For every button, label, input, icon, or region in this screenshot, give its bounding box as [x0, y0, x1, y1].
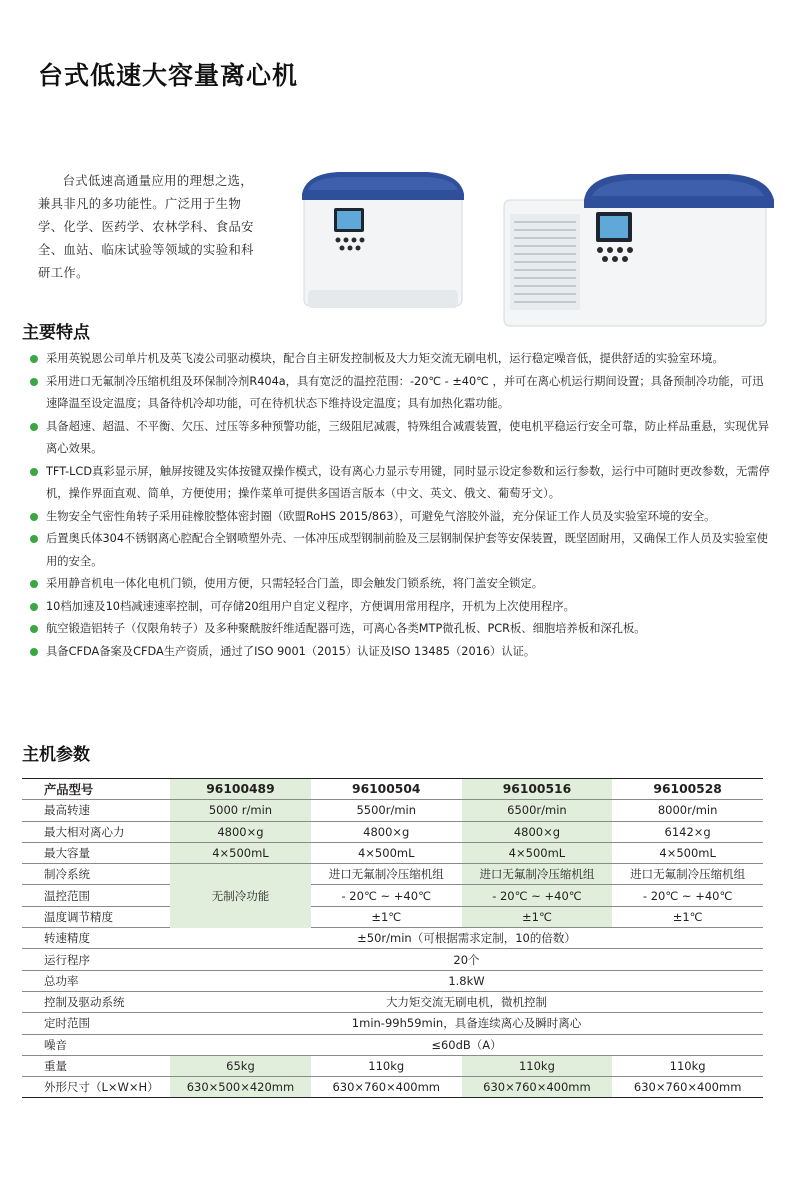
table-cell: 96100504	[311, 779, 462, 800]
table-cell: 4×500mL	[170, 842, 311, 863]
specs-table	[22, 778, 763, 1098]
bullet-icon	[30, 648, 38, 656]
centrifuge-large-image	[504, 174, 774, 326]
table-cell: 1.8kW	[170, 970, 763, 991]
table-cell: 96100516	[462, 779, 613, 800]
table-row	[22, 991, 763, 1012]
table-cell: 96100489	[170, 779, 311, 800]
table-cell: 6500r/min	[462, 800, 613, 821]
bullet-icon	[30, 580, 38, 588]
table-row	[22, 1013, 763, 1034]
table-cell: ±1℃	[462, 906, 613, 927]
centrifuge-small-image	[302, 172, 464, 308]
bullet-icon	[30, 378, 38, 386]
table-cell: 重量	[22, 1055, 170, 1076]
table-cell: 转速精度	[22, 928, 170, 949]
table-cell: 控制及驱动系统	[22, 991, 170, 1012]
table-cell: 进口无氟制冷压缩机组	[462, 864, 613, 885]
table-cell: ±1℃	[612, 906, 763, 927]
table-cell: 630×500×420mm	[170, 1077, 311, 1098]
table-cell: 5000 r/min	[170, 800, 311, 821]
table-cell: 630×760×400mm	[612, 1077, 763, 1098]
table-row	[22, 821, 763, 842]
bullet-icon	[30, 603, 38, 611]
specs-title: 主机参数	[22, 745, 90, 765]
table-cell: 进口无氟制冷压缩机组	[612, 864, 763, 885]
table-row	[22, 885, 763, 906]
table-cell: 1min-99h59min，具备连续离心及瞬时离心	[170, 1013, 763, 1034]
table-cell: 无制冷功能	[170, 864, 311, 928]
table-row	[22, 800, 763, 821]
table-row	[22, 928, 763, 949]
table-cell: 6142×g	[612, 821, 763, 842]
table-cell: 制冷系统	[22, 864, 170, 885]
table-cell: 4800×g	[311, 821, 462, 842]
table-row	[22, 1034, 763, 1055]
table-row	[22, 864, 763, 885]
table-cell: 定时范围	[22, 1013, 170, 1034]
feature-item: TFT-LCD真彩显示屏，触屏按键及实体按键双操作模式，设有离心力显示专用键，同时显示设定参数和运行参数，运行中可随时更改参数，无需停机，操作界面直观、简单，方便使用；操作菜单可提供多国语言版本（中文、英文、俄文、葡萄牙文）。	[30, 461, 770, 506]
bullet-icon	[30, 423, 38, 431]
table-cell: 最高转速	[22, 800, 170, 821]
feature-item: 生物安全气密性角转子采用硅橡胶整体密封圈（欧盟RoHS 2015/863），可避免气溶胶外溢，充分保证工作人员及实验室环境的安全。	[30, 506, 770, 529]
table-row	[22, 970, 763, 991]
table-cell: 最大相对离心力	[22, 821, 170, 842]
bullet-icon	[30, 355, 38, 363]
feature-item: 航空锻造铝转子（仅限角转子）及多种聚酰胺纤维适配器可选，可离心各类MTP微孔板、PCR板、细胞培养板和深孔板。	[30, 618, 770, 641]
feature-item: 采用英锐恩公司单片机及英飞凌公司驱动模块，配合自主研发控制板及大力矩交流无刷电机，运行稳定噪音低，提供舒适的实验室环境。	[30, 348, 770, 371]
bullet-icon	[30, 468, 38, 476]
table-cell: 运行程序	[22, 949, 170, 970]
table-cell: 110kg	[462, 1055, 613, 1076]
page-title: 台式低速大容量离心机	[38, 61, 299, 90]
table-cell: 4×500mL	[612, 842, 763, 863]
table-cell: 65kg	[170, 1055, 311, 1076]
bullet-icon	[30, 625, 38, 633]
table-row	[22, 842, 763, 863]
table-cell: ≤60dB（A）	[170, 1034, 763, 1055]
table-row	[22, 1055, 763, 1076]
table-cell: 4800×g	[170, 821, 311, 842]
product-image	[298, 160, 778, 340]
table-cell: 4×500mL	[462, 842, 613, 863]
bullet-icon	[30, 513, 38, 521]
table-row	[22, 1077, 763, 1098]
table-cell: - 20℃ ~ +40℃	[311, 885, 462, 906]
table-row	[22, 906, 763, 927]
feature-item: 采用进口无氟制冷压缩机组及环保制冷剂R404a，具有宽泛的温控范围：-20℃ - ±40℃ ，并可在离心机运行期间设置；具备预制冷功能，可迅速降温至设定温度；具备待机冷却功能，可在待机状态下维持设定温度；具有加热化霜功能。	[30, 371, 770, 416]
table-cell: 温控范围	[22, 885, 170, 906]
table-cell: 总功率	[22, 970, 170, 991]
intro-paragraph: 台式低速高通量应用的理想之选，兼具非凡的多功能性。广泛用于生物学、化学、医药学、农林学科、食品安全、血站、临床试验等领域的实验和科研工作。	[38, 174, 254, 280]
table-cell: 温度调节精度	[22, 906, 170, 927]
features-list	[30, 348, 770, 663]
bullet-icon	[30, 535, 38, 543]
feature-item: 具备CFDA备案及CFDA生产资质，通过了ISO 9001（2015）认证及ISO 13485（2016）认证。	[30, 641, 770, 664]
table-row	[22, 949, 763, 970]
table-cell: 110kg	[612, 1055, 763, 1076]
feature-item: 后置奥氏体304不锈钢离心腔配合全钢喷塑外壳、一体冲压成型钢制前脸及三层钢制保护套等安保装置，既坚固耐用，又确保工作人员及实验室使用的安全。	[30, 528, 770, 573]
table-cell: 大力矩交流无刷电机，微机控制	[170, 991, 763, 1012]
feature-item: 采用静音机电一体化电机门锁，使用方便，只需轻轻合门盖，即会触发门锁系统，将门盖安全锁定。	[30, 573, 770, 596]
table-cell: 外形尺寸（L×W×H）	[22, 1077, 170, 1098]
feature-item: 具备超速、超温、不平衡、欠压、过压等多种预警功能，三级阻尼减震，特殊组合减震装置，使电机平稳运行安全可靠，防止样品重悬，实现优异离心效果。	[30, 416, 770, 461]
table-cell: 进口无氟制冷压缩机组	[311, 864, 462, 885]
table-cell: 630×760×400mm	[462, 1077, 613, 1098]
table-cell: 4×500mL	[311, 842, 462, 863]
table-cell: 8000r/min	[612, 800, 763, 821]
table-cell: 96100528	[612, 779, 763, 800]
features-title: 主要特点	[22, 323, 90, 343]
feature-item: 10档加速及10档减速速率控制，可存储20组用户自定义程序，方便调用常用程序，开机为上次使用程序。	[30, 596, 770, 619]
table-cell: 噪音	[22, 1034, 170, 1055]
table-cell: 20个	[170, 949, 763, 970]
table-cell: - 20℃ ~ +40℃	[462, 885, 613, 906]
table-cell: 110kg	[311, 1055, 462, 1076]
table-cell: ±1℃	[311, 906, 462, 927]
table-cell: ±50r/min（可根据需求定制，10的倍数）	[170, 928, 763, 949]
table-cell: 5500r/min	[311, 800, 462, 821]
table-cell: 最大容量	[22, 842, 170, 863]
table-cell: 产品型号	[22, 779, 170, 800]
table-row	[22, 779, 763, 800]
table-cell: 4800×g	[462, 821, 613, 842]
table-cell: 630×760×400mm	[311, 1077, 462, 1098]
table-cell: - 20℃ ~ +40℃	[612, 885, 763, 906]
